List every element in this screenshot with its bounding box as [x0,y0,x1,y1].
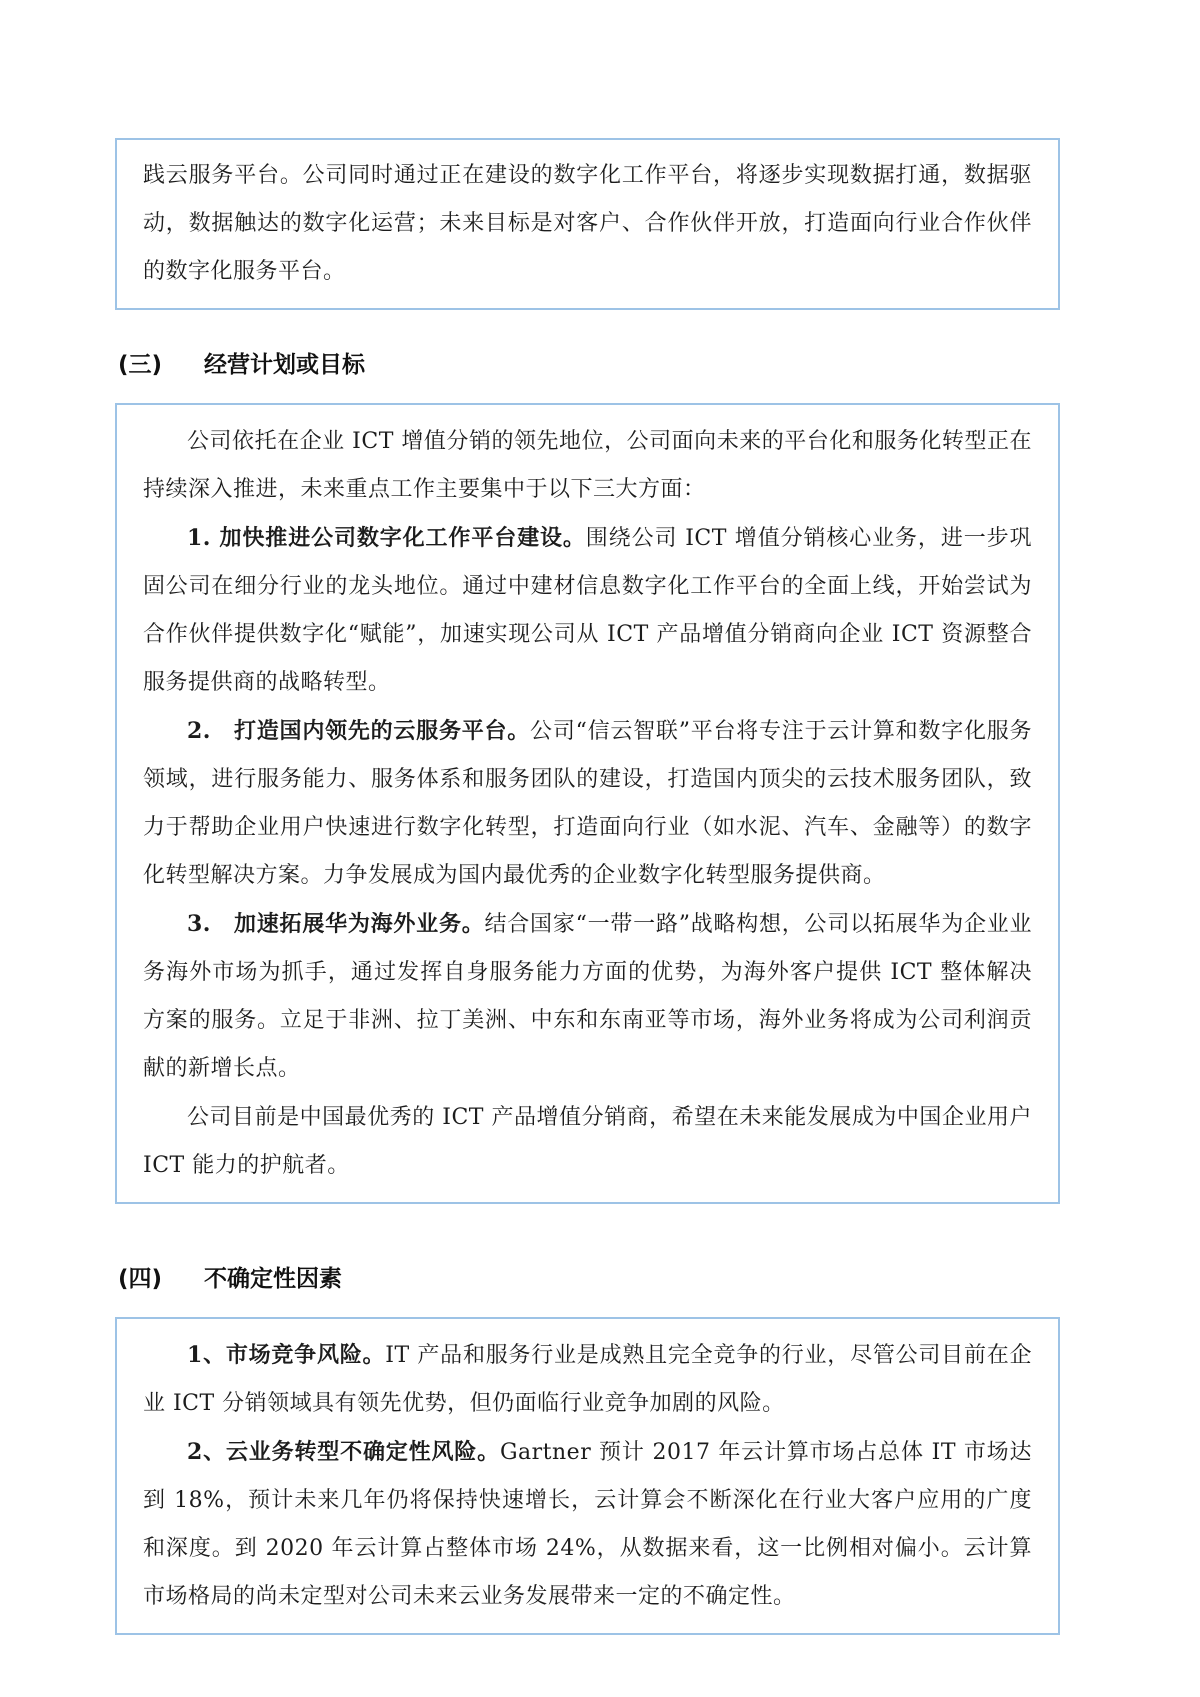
paragraph-text: Gartner 预计 2017 年云计算市场占总体 IT 市场达到 18%，预计未来几年仍将保持快速增长，云计算会不断深化在行业大客户应用的广度和深度。到 2020 年云计算占整体市场 24%，从数据来看，这一比例相对偏小。云计算市场格局的尚未定型对公司未来云业务发展带来一定的不确定性。 [143,1440,1032,1609]
paragraph [143,417,1032,514]
paragraph-text: IT 产品和服务行业是成熟且完全竞争的行业，尽管公司目前在企业 ICT 分销领域具有领先优势，但仍面临行业竞争加剧的风险。 [143,1343,1032,1416]
paragraph [143,514,1032,707]
section-title: 经营计划或目标 [204,352,366,378]
section-number: (三) [118,352,163,378]
paragraph-lead: 2、云业务转型不确定性风险。 [187,1439,500,1465]
section-heading-business-plan [118,346,1200,379]
paragraph [143,1428,1032,1621]
paragraph-text: 结合国家“一带一路”战略构想，公司以拓展华为企业业务海外市场为抓手，通过发挥自身服务能力方面的优势，为海外客户提供 ICT 整体解决方案的服务。立足于非洲、拉丁美洲、中东和东南亚等市场，海外业务将成为公司利润贡献的新增长点。 [143,912,1033,1081]
paragraph [143,707,1032,900]
paragraph-lead: 1. 加快推进公司数字化工作平台建设。 [187,525,586,551]
section-number: (四) [118,1266,163,1292]
paragraph-text: 公司“信云智联”平台将专注于云计算和数字化服务领域，进行服务能力、服务体系和服务团队的建设，打造国内顶尖的云技术服务团队，致力于帮助企业用户快速进行数字化转型，打造面向行业（如水泥、汽车、金融等）的数字化转型解决方案。力争发展成为国内最优秀的企业数字化转型服务提供商。 [143,719,1033,888]
paragraph-lead: 3. 加速拓展华为海外业务。 [187,911,485,937]
paragraph-text: 围绕公司 ICT 增值分销核心业务，进一步巩固公司在细分行业的龙头地位。通过中建材信息数字化工作平台的全面上线，开始尝试为合作伙伴提供数字化“赋能”，加速实现公司从 ICT 产品增值分销商向企业 ICT 资源整合服务提供商的战略转型。 [143,526,1032,695]
section-heading-uncertainty [118,1260,1200,1293]
paragraph-lead: 1、市场竞争风险。 [187,1342,386,1368]
paragraph [143,900,1032,1093]
intro-paragraph: 践云服务平台。公司同时通过正在建设的数字化工作平台，将逐步实现数据打通，数据驱动，数据触达的数字化运营；未来目标是对客户、合作伙伴开放，打造面向行业合作伙伴的数字化服务平台。 [143,163,1032,284]
uncertainty-box [115,1317,1060,1635]
paragraph-text: 公司目前是中国最优秀的 ICT 产品增值分销商，希望在未来能发展成为中国企业用户 ICT 能力的护航者。 [143,1105,1032,1178]
paragraph [143,1331,1032,1428]
paragraph-text: 公司依托在企业 ICT 增值分销的领先地位，公司面向未来的平台化和服务化转型正在持续深入推进，未来重点工作主要集中于以下三大方面： [143,429,1032,502]
paragraph-lead: 2. 打造国内领先的云服务平台。 [187,718,531,744]
section-title: 不确定性因素 [204,1266,343,1292]
paragraph [143,1093,1032,1190]
intro-text-box [115,138,1060,310]
business-plan-box [115,403,1060,1204]
